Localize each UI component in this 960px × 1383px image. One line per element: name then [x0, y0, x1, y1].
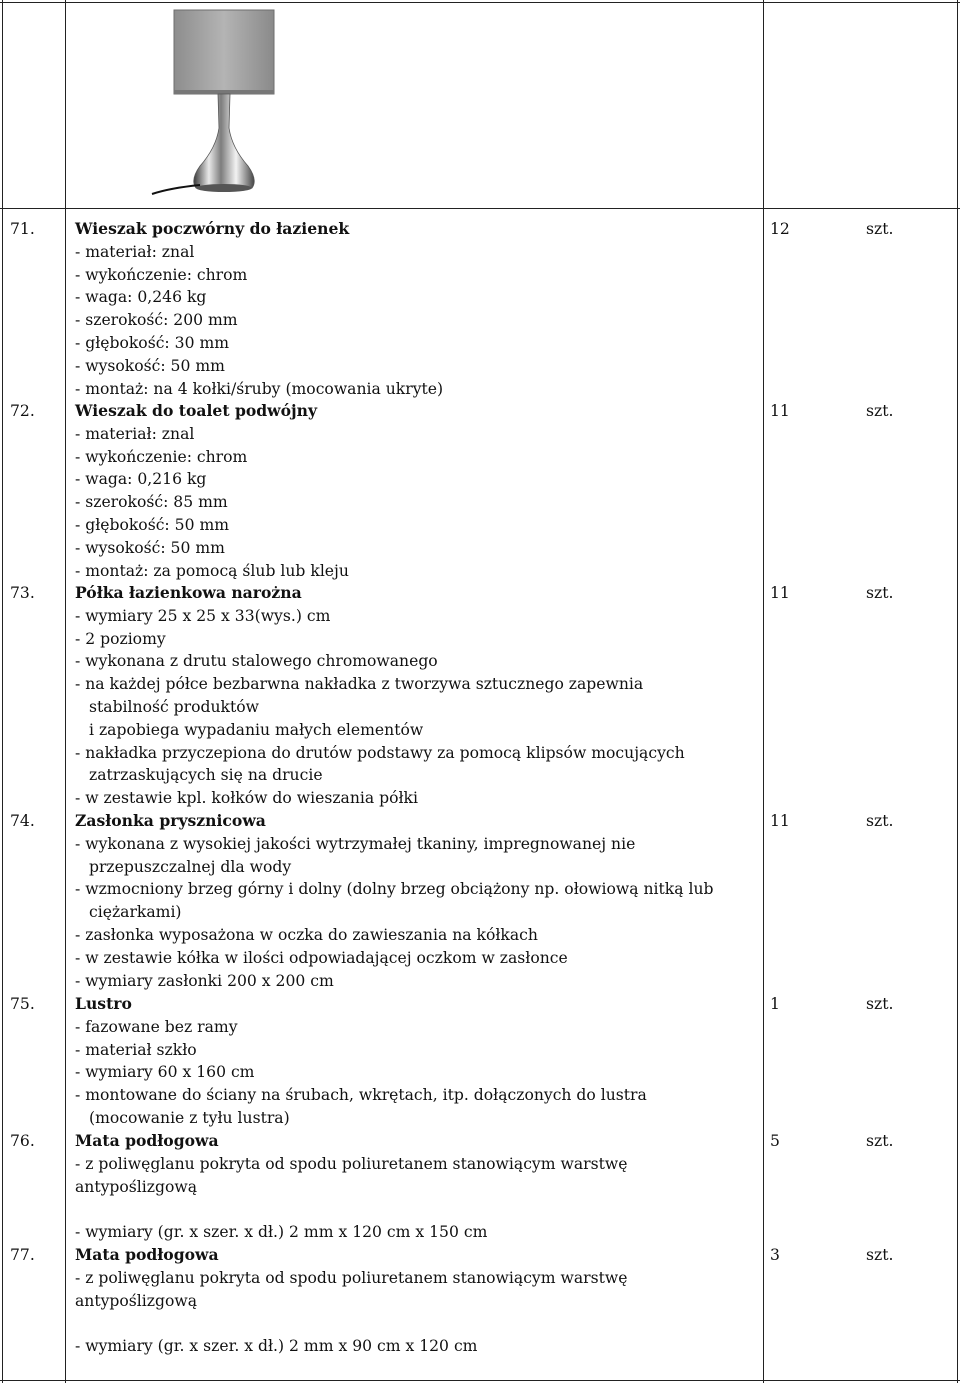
- spec-line: [75, 1312, 627, 1335]
- spec-line: - waga: 0,216 kg: [75, 470, 207, 489]
- spec-line: - montaż: na 4 kołki/śruby (mocowania ukryte): [75, 379, 444, 398]
- item-description: [75, 218, 443, 400]
- item-description: [75, 1130, 627, 1244]
- item-unit: szt.: [866, 584, 894, 602]
- spec-line: - na każdej półce bezbarwna nakładka z tworzywa sztucznego zapewnia: [75, 675, 644, 694]
- item-title: Wieszak poczwórny do łazienek: [75, 219, 350, 238]
- spec-line: - wykonana z wysokiej jakości wytrzymałej tkaniny, impregnowanej nie: [75, 834, 636, 853]
- spec-line: (mocowanie z tyłu lustra): [89, 1108, 290, 1127]
- spec-line: - wysokość: 50 mm: [75, 356, 225, 375]
- item-quantity: 11: [770, 812, 790, 830]
- table-border-top: [0, 2, 960, 3]
- spec-line: - w zestawie kpl. kołków do wieszania półki: [75, 789, 418, 808]
- spec-line: - z poliwęglanu pokryta od spodu poliuretanem stanowiącym warstwę: [75, 1268, 628, 1287]
- spec-line: - fazowane bez ramy: [75, 1017, 238, 1036]
- item-title: Mata podłogowa: [75, 1245, 219, 1264]
- item-title: Wieszak do toalet podwójny: [75, 401, 318, 420]
- item-title: Mata podłogowa: [75, 1131, 219, 1150]
- spec-line: - głębokość: 30 mm: [75, 333, 230, 352]
- spec-line: - wymiary 60 x 160 cm: [75, 1063, 255, 1082]
- item-title: Półka łazienkowa narożna: [75, 583, 302, 602]
- item-description: [75, 1244, 627, 1358]
- item-number: 75.: [10, 995, 35, 1013]
- item-unit: szt.: [866, 1246, 894, 1264]
- item-description: [75, 400, 349, 582]
- item-number: 76.: [10, 1132, 35, 1150]
- spec-line: ciężarkami): [89, 903, 182, 922]
- spec-line: - zasłonka wyposażona w oczka do zawieszania na kółkach: [75, 925, 538, 944]
- item-quantity: 11: [770, 402, 790, 420]
- spec-line: - szerokość: 200 mm: [75, 311, 238, 330]
- spec-line: i zapobiega wypadaniu małych elementów: [89, 720, 424, 739]
- spec-line: - wysokość: 50 mm: [75, 538, 225, 557]
- item-number: 74.: [10, 812, 35, 830]
- item-quantity: 11: [770, 584, 790, 602]
- spec-line: - materiał: znal: [75, 242, 195, 261]
- item-number: 73.: [10, 584, 35, 602]
- spec-line: [75, 1198, 627, 1221]
- item-unit: szt.: [866, 1132, 894, 1150]
- spec-line: - montowane do ściany na śrubach, wkrętach, itp. dołączonych do lustra: [75, 1086, 647, 1105]
- spec-line: - wymiary 25 x 25 x 33(wys.) cm: [75, 606, 331, 625]
- spec-line: - z poliwęglanu pokryta od spodu poliuretanem stanowiącym warstwę: [75, 1154, 628, 1173]
- item-quantity: 5: [770, 1132, 780, 1150]
- item-description: [75, 993, 647, 1130]
- item-unit: szt.: [866, 995, 894, 1013]
- item-number: 77.: [10, 1246, 35, 1264]
- spec-line: - materiał szkło: [75, 1040, 197, 1059]
- table-border-bottom: [0, 1380, 960, 1381]
- spec-line: - głębokość: 50 mm: [75, 515, 230, 534]
- spec-line: antypoślizgową: [75, 1177, 197, 1196]
- item-quantity: 1: [770, 995, 780, 1013]
- item-title: Zasłonka prysznicowa: [75, 811, 266, 830]
- spec-line: - w zestawie kółka w ilości odpowiadającej oczkom w zasłonce: [75, 948, 568, 967]
- spec-line: - wykończenie: chrom: [75, 265, 248, 284]
- item-unit: szt.: [866, 812, 894, 830]
- item-quantity: 3: [770, 1246, 780, 1264]
- spec-line: antypoślizgową: [75, 1291, 197, 1310]
- row-divider: [0, 208, 960, 209]
- item-description: [75, 810, 713, 992]
- spec-line: - 2 poziomy: [75, 629, 166, 648]
- spec-line: - wymiary (gr. x szer. x dł.) 2 mm x 120 cm x 150 cm: [75, 1223, 488, 1242]
- spec-line: - materiał: znal: [75, 424, 195, 443]
- spec-line: - wykonana z drutu stalowego chromowanego: [75, 652, 438, 671]
- item-quantity: 12: [770, 220, 790, 238]
- spec-line: - wzmocniony brzeg górny i dolny (dolny brzeg obciążony np. ołowiową nitką lub: [75, 880, 714, 899]
- spec-line: stabilność produktów: [89, 697, 259, 716]
- spec-line: - wymiary zasłonki 200 x 200 cm: [75, 971, 334, 990]
- spec-line: - wymiary (gr. x szer. x dł.) 2 mm x 90 cm x 120 cm: [75, 1337, 478, 1356]
- spec-line: - montaż: za pomocą ślub lub kleju: [75, 561, 349, 580]
- item-unit: szt.: [866, 220, 894, 238]
- spec-line: zatrzaskujących się na drucie: [89, 766, 323, 785]
- item-title: Lustro: [75, 994, 132, 1013]
- spec-line: - nakładka przyczepiona do drutów podstawy za pomocą klipsów mocujących: [75, 743, 685, 762]
- spec-line: przepuszczalnej dla wody: [89, 857, 292, 876]
- item-number: 71.: [10, 220, 35, 238]
- item-number: 72.: [10, 402, 35, 420]
- item-description: [75, 582, 685, 810]
- spec-line: - szerokość: 85 mm: [75, 493, 228, 512]
- item-unit: szt.: [866, 402, 894, 420]
- table-lamp-image: [150, 8, 290, 198]
- spec-line: - wykończenie: chrom: [75, 447, 248, 466]
- spec-line: - waga: 0,246 kg: [75, 288, 207, 307]
